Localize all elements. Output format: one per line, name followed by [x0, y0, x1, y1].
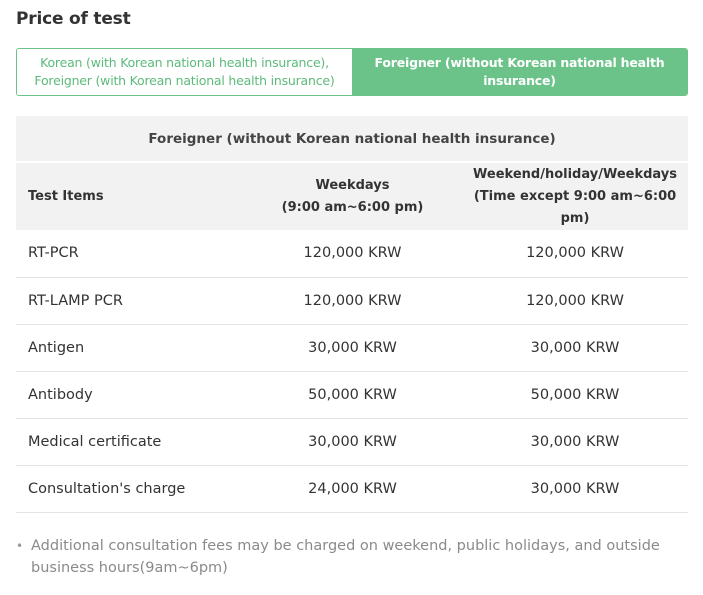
- insurance-tabs: [16, 48, 688, 96]
- table-row: [16, 277, 688, 324]
- cell-weekdays-price: 50,000 KRW: [243, 371, 462, 418]
- cell-test-item: Medical certificate: [16, 418, 243, 465]
- cell-weekdays-price: 30,000 KRW: [243, 324, 462, 371]
- table-row: [16, 230, 688, 277]
- tab-label: Korean (with Korean national health insurance), Foreigner (with Korean national health insurance): [34, 55, 335, 88]
- page-title: Price of test: [16, 9, 131, 29]
- note-text: Additional consultation fees may be charged on weekend, public holidays, and outside business hours(9am~6pm): [31, 538, 660, 576]
- table-caption-row: [16, 116, 688, 162]
- table-caption: Foreigner (without Korean national health insurance): [16, 116, 688, 162]
- cell-test-item: RT-LAMP PCR: [16, 277, 243, 324]
- cell-weekend-price: 30,000 KRW: [462, 465, 688, 512]
- cell-weekdays-price: 24,000 KRW: [243, 465, 462, 512]
- header-weekdays: Weekdays (9:00 am~6:00 pm): [243, 162, 462, 230]
- cell-test-item: RT-PCR: [16, 230, 243, 277]
- header-weekend: Weekend/holiday/Weekdays (Time except 9:00 am~6:00 pm): [462, 162, 688, 230]
- cell-weekend-price: 120,000 KRW: [462, 277, 688, 324]
- cell-weekend-price: 30,000 KRW: [462, 324, 688, 371]
- tab-korean-with-insurance[interactable]: [17, 49, 352, 95]
- cell-test-item: Antigen: [16, 324, 243, 371]
- cell-weekdays-price: 120,000 KRW: [243, 277, 462, 324]
- table-row: [16, 418, 688, 465]
- price-table: [16, 116, 688, 513]
- table-row: [16, 465, 688, 512]
- bullet-icon: •: [16, 539, 24, 553]
- cell-weekend-price: 120,000 KRW: [462, 230, 688, 277]
- table-row: [16, 371, 688, 418]
- cell-test-item: Antibody: [16, 371, 243, 418]
- cell-test-item: Consultation's charge: [16, 465, 243, 512]
- table-header-row: [16, 162, 688, 230]
- cell-weekdays-price: 30,000 KRW: [243, 418, 462, 465]
- tab-foreigner-without-insurance[interactable]: [352, 49, 687, 95]
- cell-weekend-price: 50,000 KRW: [462, 371, 688, 418]
- table-row: [16, 324, 688, 371]
- header-test-items: Test Items: [16, 162, 243, 230]
- tab-label: Foreigner (without Korean national health insurance): [374, 55, 665, 88]
- note: [16, 535, 676, 579]
- cell-weekend-price: 30,000 KRW: [462, 418, 688, 465]
- cell-weekdays-price: 120,000 KRW: [243, 230, 462, 277]
